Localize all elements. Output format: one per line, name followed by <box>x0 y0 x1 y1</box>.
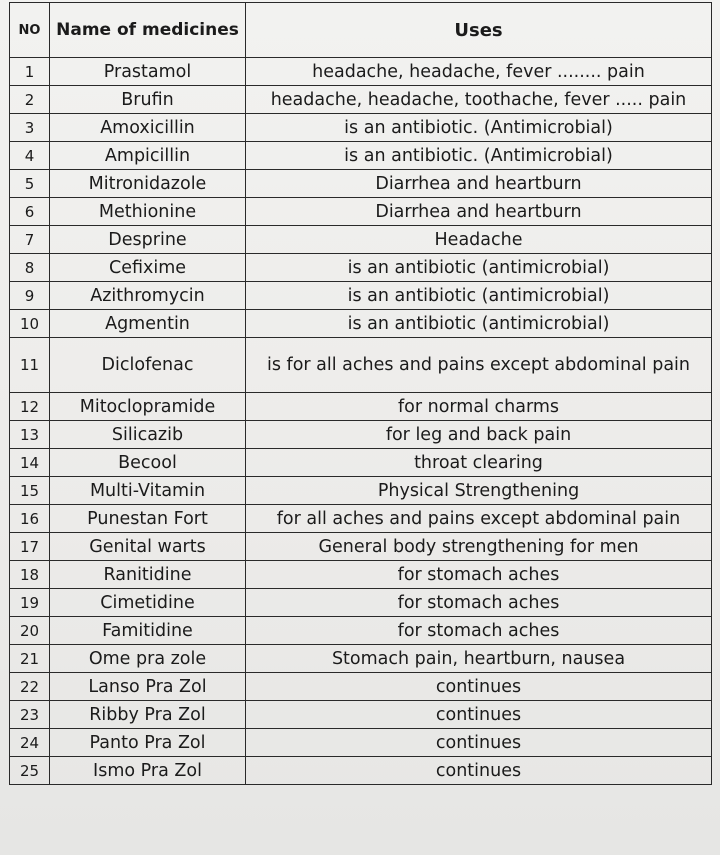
row-number: 4 <box>10 142 50 170</box>
medicine-name: Prastamol <box>50 58 246 86</box>
table-row <box>10 114 712 142</box>
table-row <box>10 310 712 338</box>
medicine-uses: continues <box>246 757 712 785</box>
medicine-name: Agmentin <box>50 310 246 338</box>
medicine-name: Mitoclopramide <box>50 393 246 421</box>
row-number: 18 <box>10 561 50 589</box>
medicine-name: Silicazib <box>50 421 246 449</box>
medicine-uses: continues <box>246 701 712 729</box>
medicine-name: Amoxicillin <box>50 114 246 142</box>
medicine-uses: is an antibiotic (antimicrobial) <box>246 310 712 338</box>
medicine-uses: is for all aches and pains except abdominal pain <box>246 338 712 393</box>
medicine-name: Cimetidine <box>50 589 246 617</box>
row-number: 8 <box>10 254 50 282</box>
row-number: 6 <box>10 198 50 226</box>
table-row <box>10 589 712 617</box>
medicine-uses: headache, headache, toothache, fever ..... pain <box>246 86 712 114</box>
row-number: 24 <box>10 729 50 757</box>
medicine-name: Cefixime <box>50 254 246 282</box>
table-row <box>10 729 712 757</box>
medicine-name: Methionine <box>50 198 246 226</box>
table-row <box>10 421 712 449</box>
row-number: 1 <box>10 58 50 86</box>
medicine-uses: is an antibiotic (antimicrobial) <box>246 282 712 310</box>
medicine-name: Ome pra zole <box>50 645 246 673</box>
row-number: 21 <box>10 645 50 673</box>
row-number: 14 <box>10 449 50 477</box>
medicine-name: Panto Pra Zol <box>50 729 246 757</box>
table-row <box>10 449 712 477</box>
medicine-name: Diclofenac <box>50 338 246 393</box>
row-number: 11 <box>10 338 50 393</box>
medicine-uses: Diarrhea and heartburn <box>246 170 712 198</box>
table-row <box>10 170 712 198</box>
medicine-name: Desprine <box>50 226 246 254</box>
table-row <box>10 561 712 589</box>
medicines-table <box>9 2 712 785</box>
row-number: 13 <box>10 421 50 449</box>
medicine-name: Ranitidine <box>50 561 246 589</box>
table-row <box>10 254 712 282</box>
medicine-uses: for normal charms <box>246 393 712 421</box>
row-number: 2 <box>10 86 50 114</box>
row-number: 9 <box>10 282 50 310</box>
medicine-uses: Physical Strengthening <box>246 477 712 505</box>
table-row <box>10 142 712 170</box>
row-number: 17 <box>10 533 50 561</box>
header-name: Name of medicines <box>50 3 246 58</box>
table-row <box>10 198 712 226</box>
row-number: 5 <box>10 170 50 198</box>
medicine-uses: for stomach aches <box>246 617 712 645</box>
table-row <box>10 393 712 421</box>
medicine-uses: Diarrhea and heartburn <box>246 198 712 226</box>
medicine-uses: is an antibiotic (antimicrobial) <box>246 254 712 282</box>
row-number: 23 <box>10 701 50 729</box>
medicine-name: Lanso Pra Zol <box>50 673 246 701</box>
medicine-uses: continues <box>246 673 712 701</box>
medicine-name: Genital warts <box>50 533 246 561</box>
medicine-uses: for stomach aches <box>246 589 712 617</box>
row-number: 16 <box>10 505 50 533</box>
table-row <box>10 226 712 254</box>
medicine-uses: throat clearing <box>246 449 712 477</box>
row-number: 25 <box>10 757 50 785</box>
medicine-name: Azithromycin <box>50 282 246 310</box>
row-number: 20 <box>10 617 50 645</box>
medicine-name: Becool <box>50 449 246 477</box>
row-number: 7 <box>10 226 50 254</box>
row-number: 15 <box>10 477 50 505</box>
table-row <box>10 282 712 310</box>
medicine-uses: General body strengthening for men <box>246 533 712 561</box>
row-number: 3 <box>10 114 50 142</box>
table-row <box>10 673 712 701</box>
medicine-name: Famitidine <box>50 617 246 645</box>
header-uses: Uses <box>246 3 712 58</box>
row-number: 22 <box>10 673 50 701</box>
row-number: 10 <box>10 310 50 338</box>
medicine-uses: for all aches and pains except abdominal pain <box>246 505 712 533</box>
medicine-uses: headache, headache, fever ........ pain <box>246 58 712 86</box>
table-row <box>10 701 712 729</box>
medicine-name: Ampicillin <box>50 142 246 170</box>
table-row <box>10 338 712 393</box>
medicine-name: Punestan Fort <box>50 505 246 533</box>
medicine-uses: for leg and back pain <box>246 421 712 449</box>
medicine-uses: continues <box>246 729 712 757</box>
medicine-uses: for stomach aches <box>246 561 712 589</box>
medicine-name: Multi-Vitamin <box>50 477 246 505</box>
table-row <box>10 645 712 673</box>
table-row <box>10 757 712 785</box>
medicine-name: Mitronidazole <box>50 170 246 198</box>
medicine-uses: Headache <box>246 226 712 254</box>
table-row <box>10 86 712 114</box>
table-header-row <box>10 3 712 58</box>
table-row <box>10 477 712 505</box>
medicine-uses: is an antibiotic. (Antimicrobial) <box>246 114 712 142</box>
medicine-uses: Stomach pain, heartburn, nausea <box>246 645 712 673</box>
medicine-name: Ribby Pra Zol <box>50 701 246 729</box>
row-number: 12 <box>10 393 50 421</box>
header-no: NO <box>10 3 50 58</box>
medicine-name: Ismo Pra Zol <box>50 757 246 785</box>
table-row <box>10 505 712 533</box>
medicine-uses: is an antibiotic. (Antimicrobial) <box>246 142 712 170</box>
row-number: 19 <box>10 589 50 617</box>
table-row <box>10 533 712 561</box>
table-row <box>10 58 712 86</box>
medicine-name: Brufin <box>50 86 246 114</box>
table-row <box>10 617 712 645</box>
